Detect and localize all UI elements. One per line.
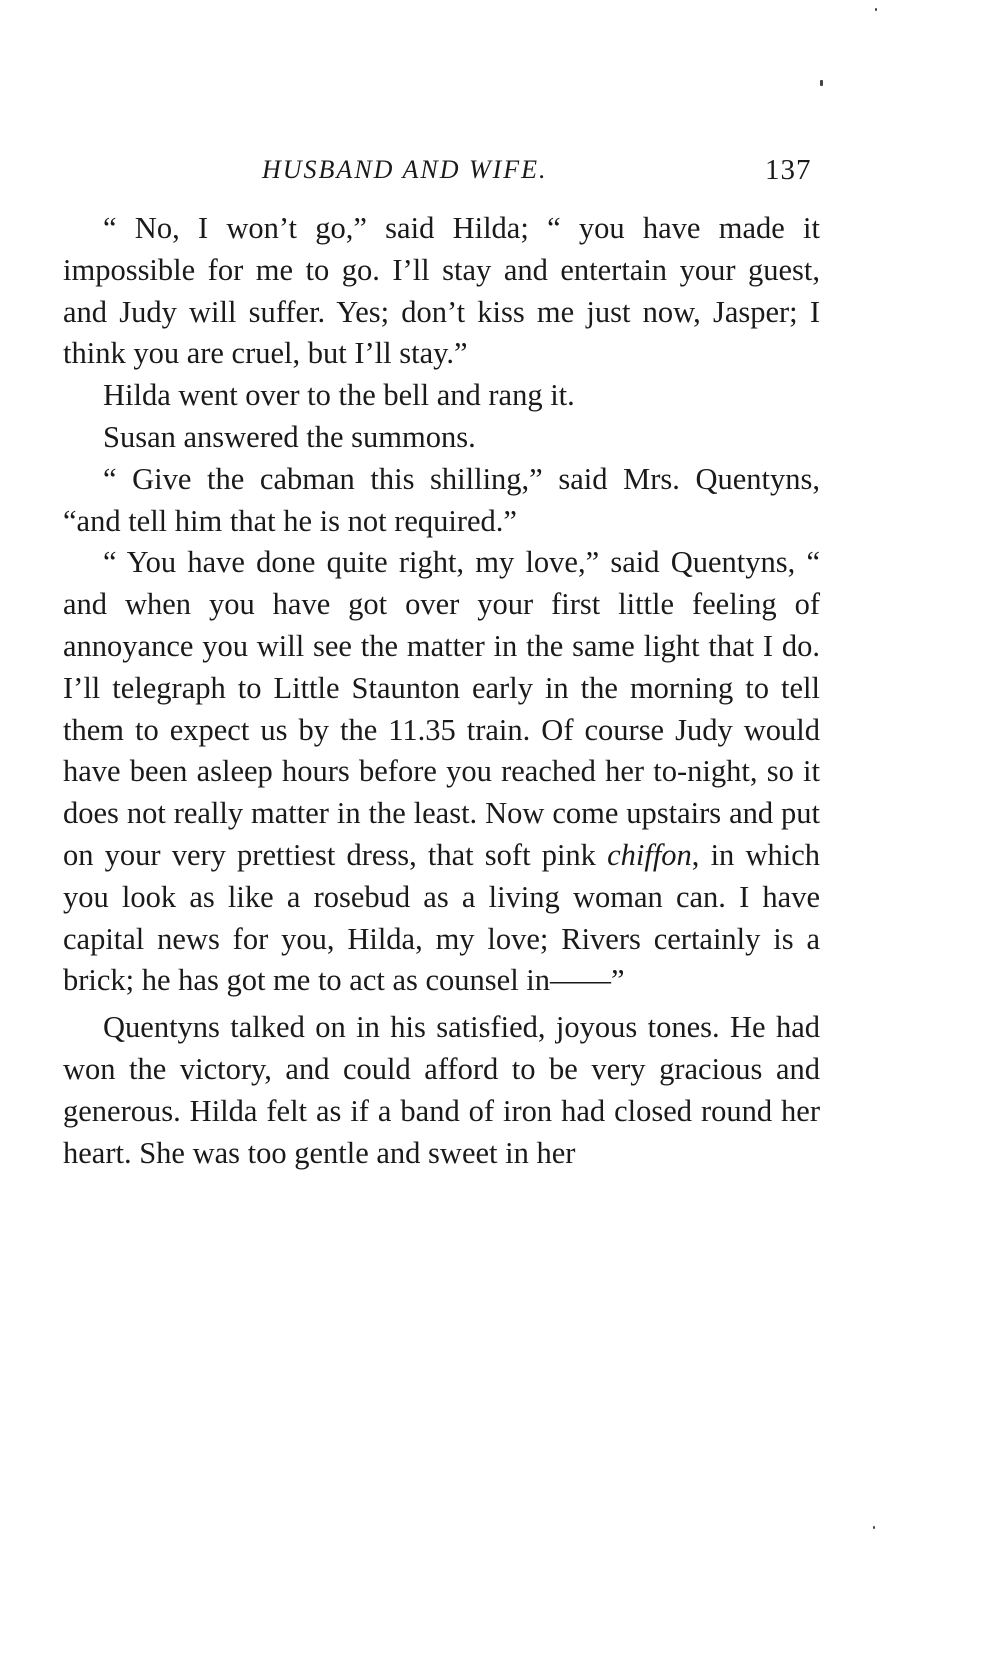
paragraph: “ No, I won’t go,” said Hilda; “ you have made it impossible for me to go. I’ll stay and entertain your guest, and Judy will suffer. Yes; don’t kiss me just now, Jasper; I think you are cruel, but I’ll stay.” (63, 211, 820, 371)
body-text (63, 208, 820, 1174)
paragraph: Hilda went over to the bell and rang it. (103, 378, 575, 413)
paragraph (63, 542, 820, 1002)
paragraph: “ Give the cabman this shilling,” said Mrs. Quentyns, “and tell him that he is not required.” (63, 461, 820, 538)
paragraph: Susan answered the summons. (103, 419, 476, 454)
print-speck-mark (873, 1526, 875, 1529)
paragraph-text: “ You have done quite right, my love,” said Quentyns, “ and when you have got over your first little feeling of annoyance you will see the matter in the same light that I do. I’ll telegraph to Little Staunton early in the morning to tell them to expect us by the 11.35 train. Of course Judy would have been asleep hours before you reached her to-night, so it does not really matter in the least. Now come upstairs and put on your very prettiest dress, that soft pink (63, 545, 820, 872)
running-title: HUSBAND AND WIFE. (262, 155, 548, 184)
italic-word: chiffon (607, 837, 692, 872)
paragraph: Quentyns talked on in his satisfied, joyous tones. He had won the victory, and could afford to be very gracious and generous. Hilda felt as if a band of iron had closed round her heart. She was too gentle and sweet in her (63, 1010, 820, 1170)
print-speck-mark (875, 8, 877, 11)
paragraph-text: , in which you look as like a rosebud as a living woman can. I have capital news for you, Hilda, my love; Rivers certainly is a brick; he has got me to act as counsel in——” (63, 837, 820, 998)
print-speck-mark (820, 80, 823, 86)
page-number: 137 (765, 154, 812, 186)
running-header (0, 150, 986, 190)
